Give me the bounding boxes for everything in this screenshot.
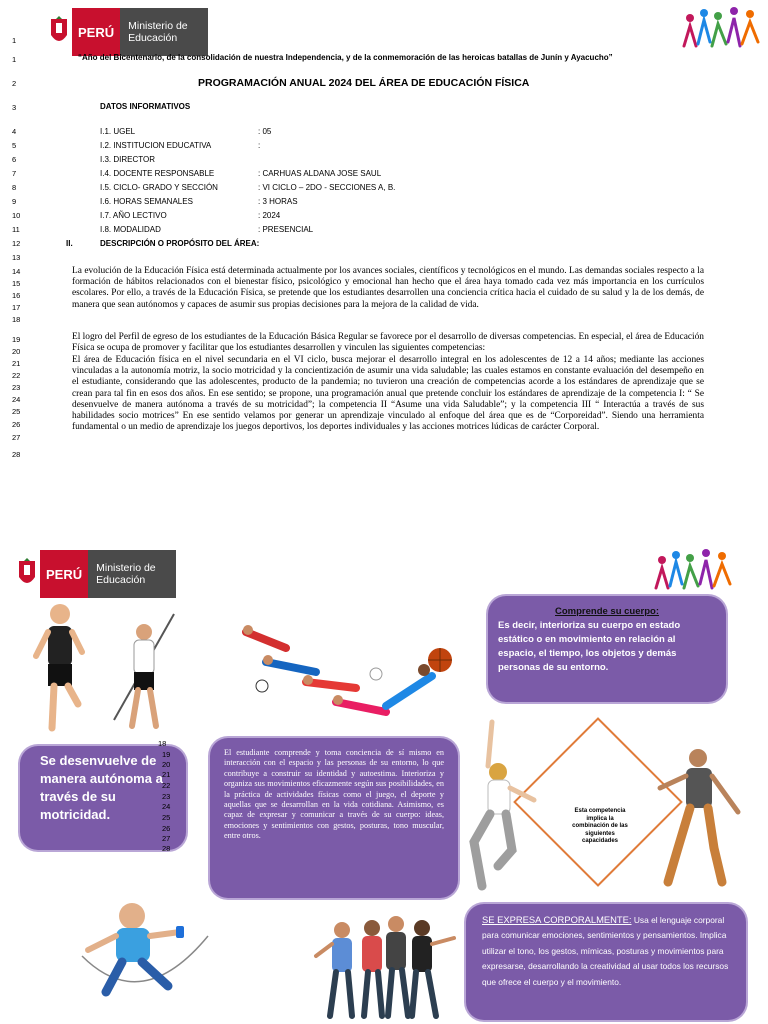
year-motto: “Año del Bicentenario, de la consolidación de nuestra Independencia, y de la conmemoración de las heroicas batallas de Junín y Ayacucho” xyxy=(78,53,613,62)
description-text: El estudiante comprende y toma conciencia de sí mismo en interacción con el espacio y las personas de su entorno, lo que contribuye a construir su identidad y autoestima. Interioriza y organiza sus movimientos eficazmente según sus posibilidades, en la práctica de actividades físicas como el juego, el deporte y aquellas que se desarrollan en la vida cotidiana. Asimismo, es capaz de expresar y comunicar a través de su cuerpo: ideas, emociones y sentimientos con gestos, posturas, tono muscular, entre otros. xyxy=(224,748,444,841)
sports-banner-icon xyxy=(680,6,762,52)
line-number: 18 xyxy=(12,315,21,324)
comprende-title: Comprende su cuerpo: xyxy=(555,606,659,617)
side-number: 18 xyxy=(158,739,167,748)
logo-ministry: Ministerio de Educación xyxy=(120,8,208,56)
datos-value: : xyxy=(258,141,261,150)
side-number: 19 xyxy=(162,750,171,759)
line-number: 7 xyxy=(12,169,17,178)
line-number: 5 xyxy=(12,141,17,150)
side-number: 28 xyxy=(162,844,171,853)
logo-country: PERÚ xyxy=(40,550,88,598)
datos-label: I.8. MODALIDAD xyxy=(100,225,161,234)
side-number: 20 xyxy=(162,760,171,769)
line-number: 21 xyxy=(12,359,21,368)
line-number: 11 xyxy=(12,225,20,234)
logo-country: PERÚ xyxy=(72,8,120,56)
datos-value: : 2024 xyxy=(258,211,281,220)
datos-label: I.3. DIRECTOR xyxy=(100,155,155,164)
side-number: 27 xyxy=(162,834,171,843)
diamond-text: Esta competencia implica la combinación de las siguientes capacidades xyxy=(572,808,628,844)
datos-label: I.1. UGEL xyxy=(100,127,136,136)
peru-crest-icon xyxy=(46,8,72,56)
line-number: 6 xyxy=(12,155,17,164)
dancing-group-icon xyxy=(312,916,460,1022)
line-number: 14 xyxy=(12,267,21,276)
paragraph-3: El área de Educación física en el nivel secundaria en el VI ciclo, busca mejorar el desarrollo integral en los adolescentes de 12 a 14 años; mediante las acciones vinculadas a la autonomía motriz, la socio motricidad y la concientización de asumir una vida saludable; las cuales estamos en constante evaluación del desempeño en el estudiante, considerando que las adolescentes, producto de la pandemia; no tuvieron una creación de competencias acorde a los estándares de aprendizaje que se crean para tal fin en esos dos años. En ese sentido; se propone, una programación anual que pretende concluir los estándares de aprendizaje de la competencia I: “ Se desenvuelve de manera autónoma a través de su motricidad”; la competencia II “Asume una vida Saludable”; y la competencia III “ Interactúa a través de sus habilidades socio motrices” En ese sentido velamos por generar un aprendizaje vinculado al enfoque del área que es de “Corporeidad”. Siendo una herramienta fundamental o un medio de aprendizaje los juegos deportivos, los deportes individuales y las acciones motrices lúdicas de carácter Corporal. xyxy=(72,355,704,433)
datos-label: I.5. CICLO- GRADO Y SECCIÓN xyxy=(100,183,218,192)
dancer-boy-icon xyxy=(652,748,742,888)
description-box xyxy=(210,738,458,898)
datos-value: : VI CICLO – 2DO - SECCIONES A, B. xyxy=(258,183,396,192)
minedu-logo-top xyxy=(46,8,208,56)
datos-heading: DATOS INFORMATIVOS xyxy=(100,102,191,111)
dancer-girl-icon xyxy=(462,716,542,892)
line-number: 23 xyxy=(12,383,21,392)
section2-heading: DESCRIPCIÓN O PROPÓSITO DEL ÁREA: xyxy=(100,239,260,248)
sports-collage-icon xyxy=(226,612,454,738)
line-number: 19 xyxy=(12,335,21,344)
side-number: 26 xyxy=(162,824,171,833)
line-number: 4 xyxy=(12,127,17,136)
jump-rope-boy-icon xyxy=(72,896,214,1006)
line-number: 25 xyxy=(12,407,21,416)
line-number: 15 xyxy=(12,279,21,288)
line-number: 16 xyxy=(12,291,21,300)
datos-value: : CARHUAS ALDANA JOSE SAUL xyxy=(258,169,382,178)
side-number: 23 xyxy=(162,792,171,801)
logo-ministry: Ministerio de Educación xyxy=(88,550,176,598)
line-number: 2 xyxy=(12,79,17,88)
datos-label: I.4. DOCENTE RESPONSABLE xyxy=(100,169,215,178)
line-number: 1 xyxy=(12,36,17,45)
comprende-box xyxy=(488,596,726,702)
line-number: 27 xyxy=(12,433,21,442)
expresa-text: Usa el lenguaje corporal para comunicar emociones, sentimientos y pensamientos. Implica utilizar el tono, los gestos, mímicas, posturas y movimientos para expresarse, desarrollando la creatividad al usar todos los recursos que ofrece el cuerpo y el movimiento. xyxy=(482,915,729,987)
competencia-text: Se desenvuelve de manera autónoma a través de su motricidad. xyxy=(40,753,163,822)
peru-crest-icon xyxy=(14,550,40,598)
section2-num: II. xyxy=(66,239,73,248)
line-number: 3 xyxy=(12,103,17,112)
line-number: 9 xyxy=(12,197,17,206)
line-number: 13 xyxy=(12,253,21,262)
javelin-thrower-icon xyxy=(108,610,178,736)
sports-banner-icon xyxy=(646,548,740,594)
page-title: PROGRAMACIÓN ANUAL 2024 DEL ÁREA DE EDUCACIÓN FÍSICA xyxy=(198,77,530,89)
line-number: 22 xyxy=(12,371,21,380)
expresa-box xyxy=(466,904,746,1020)
paragraph-2: El logro del Perfil de egreso de los estudiantes de la Educación Básica Regular se favorece por el desarrollo de diversas competencias. En especial, el área de Educación Física se ocupa de promover y facilitar que los estudiantes desarrollen y vinculen las siguientes competencias: xyxy=(72,332,704,354)
expresa-body xyxy=(482,912,730,990)
athlete-figure-icon xyxy=(30,600,90,740)
line-number: 12 xyxy=(12,239,21,248)
comprende-text: Es decir, interioriza su cuerpo en estado estático o en movimiento en relación al espacio, el tiempo, los objetos y demás personas de su entorno. xyxy=(498,620,681,673)
side-number: 21 xyxy=(162,770,171,779)
datos-value: : 05 xyxy=(258,127,272,136)
datos-label: I.6. HORAS SEMANALES xyxy=(100,197,193,206)
line-number: 10 xyxy=(12,211,21,220)
line-number: 17 xyxy=(12,303,21,312)
minedu-logo-bottom xyxy=(14,550,176,598)
datos-label: I.2. INSTITUCION EDUCATIVA xyxy=(100,141,212,150)
expresa-title: SE EXPRESA CORPORALMENTE: xyxy=(482,914,632,925)
line-number: 1 xyxy=(12,55,17,64)
side-number: 24 xyxy=(162,802,171,811)
line-number: 20 xyxy=(12,347,21,356)
paragraph-1: La evolución de la Educación Física está determinada actualmente por los avances sociales, científicos y tecnológicos en el mundo. Las demandas sociales respecto a la formación de hábitos relacionados con el bienestar físico, psicológico y emocional han hecho que el área haya tomado cada vez más importancia en los currículos escolares. Por ello, a través de la Educación Física, se pretende que los estudiantes desarrollen una conciencia crítica hacia el cuidado de su salud y la de los demás, de manera que sean autónomos y capaces de asumir sus propias decisiones para la mejora de la calidad de vida. xyxy=(72,266,704,310)
line-number: 8 xyxy=(12,183,17,192)
side-number: 22 xyxy=(162,781,171,790)
line-number: 28 xyxy=(12,450,21,459)
side-number: 25 xyxy=(162,813,171,822)
datos-label: I.7. AÑO LECTIVO xyxy=(100,211,167,220)
datos-value: : PRESENCIAL xyxy=(258,225,314,234)
line-number: 24 xyxy=(12,395,21,404)
line-number: 26 xyxy=(12,420,21,429)
datos-value: : 3 HORAS xyxy=(258,197,298,206)
